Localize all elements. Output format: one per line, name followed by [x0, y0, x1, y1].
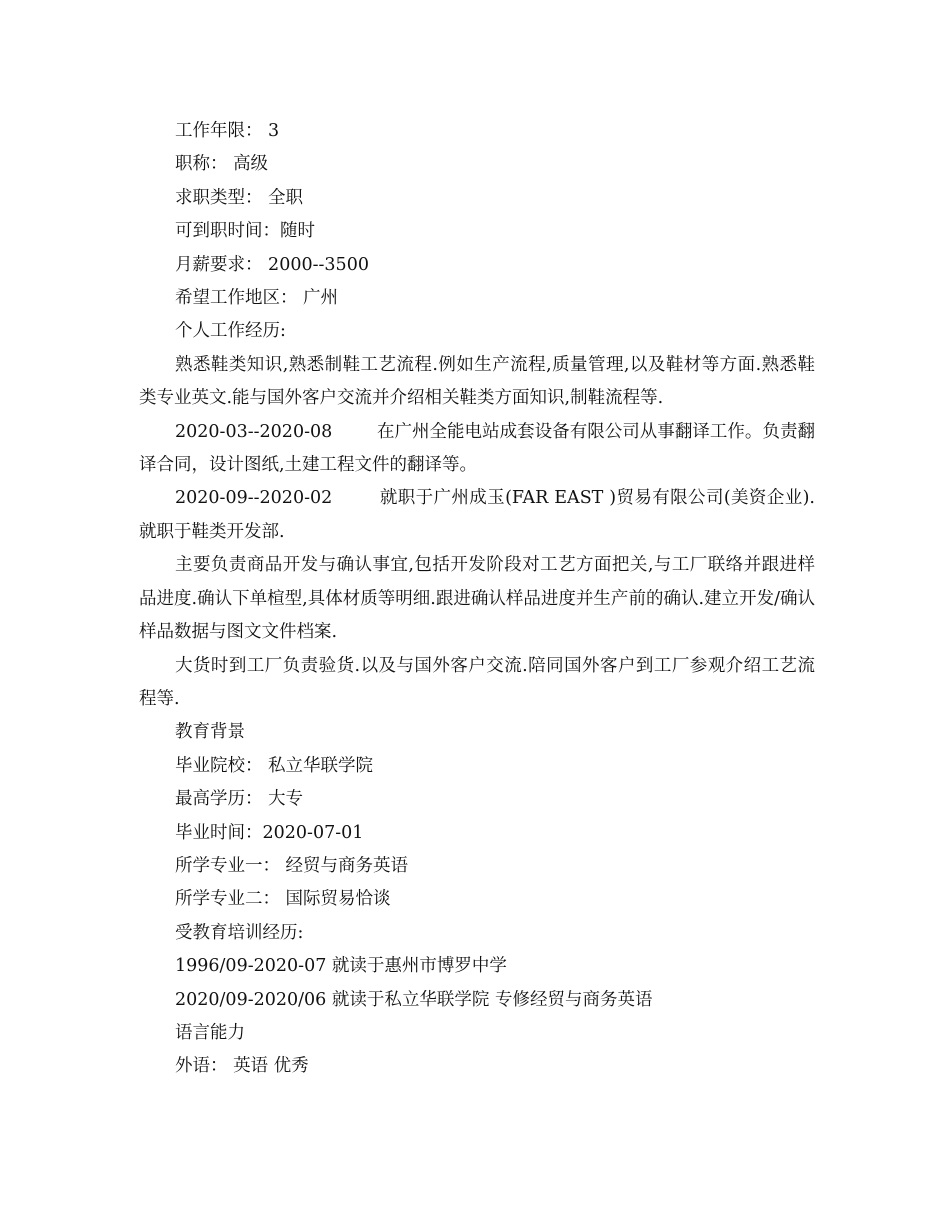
job-type-line: 求职类型： 全职: [175, 187, 304, 208]
resume-body: [139, 115, 821, 1084]
major-one-line: 所学专业一： 经贸与商务英语: [175, 855, 409, 876]
foreign-language-line: 外语： 英语 优秀: [175, 1056, 309, 1077]
preferred-location-line: 希望工作地区： 广州: [175, 288, 339, 309]
major-two-line: 所学专业二： 国际贸易恰谈: [175, 889, 391, 910]
experience-paragraph-3: 2020-09--2020-02 就职于广州成玉(FAR EAST )贸易有限公司(美资企业). 就职于鞋类开发部.: [139, 488, 821, 542]
work-experience-heading: 个人工作经历:: [175, 321, 286, 342]
salary-line: 月薪要求： 2000--3500: [175, 254, 369, 275]
training-item-2: 2020/09-2020/06 就读于私立华联学院 专修经贸与商务英语: [175, 989, 653, 1010]
language-heading: 语言能力: [175, 1022, 245, 1043]
job-title-line: 职称： 高级: [175, 154, 269, 175]
experience-paragraph-2: 2020-03--2020-08 在广州全能电站成套设备有限公司从事翻译工作。负责翻译合同，设计图纸,土建工程文件的翻译等。: [139, 421, 815, 476]
availability-line: 可到职时间：随时: [175, 221, 315, 242]
experience-paragraph-5: 大货时到工厂负责验货.以及与国外客户交流.陪同国外客户到工厂参观介绍工艺流程等.: [139, 655, 815, 709]
experience-paragraph-4: 主要负责商品开发与确认事宜,包括开发阶段对工艺方面把关,与工厂联络并跟进样品进度.确认下单楦型,具体材质等明细.跟进确认样品进度并生产前的确认.建立开发/确认样品数据与图文文件档案.: [139, 555, 815, 643]
graduation-date-line: 毕业时间：2020-07-01: [175, 822, 364, 843]
school-line: 毕业院校： 私立华联学院: [175, 755, 374, 776]
degree-line: 最高学历： 大专: [175, 789, 304, 810]
education-heading: 教育背景: [175, 722, 245, 743]
training-item-1: 1996/09-2020-07 就读于惠州市博罗中学: [175, 956, 507, 977]
training-heading: 受教育培训经历:: [175, 922, 304, 943]
experience-paragraph-1: 熟悉鞋类知识,熟悉制鞋工艺流程.例如生产流程,质量管理,以及鞋材等方面.熟悉鞋类专业英文.能与国外客户交流并介绍相关鞋类方面知识,制鞋流程等.: [139, 354, 815, 409]
work-years-line: 工作年限： 3: [175, 121, 280, 141]
